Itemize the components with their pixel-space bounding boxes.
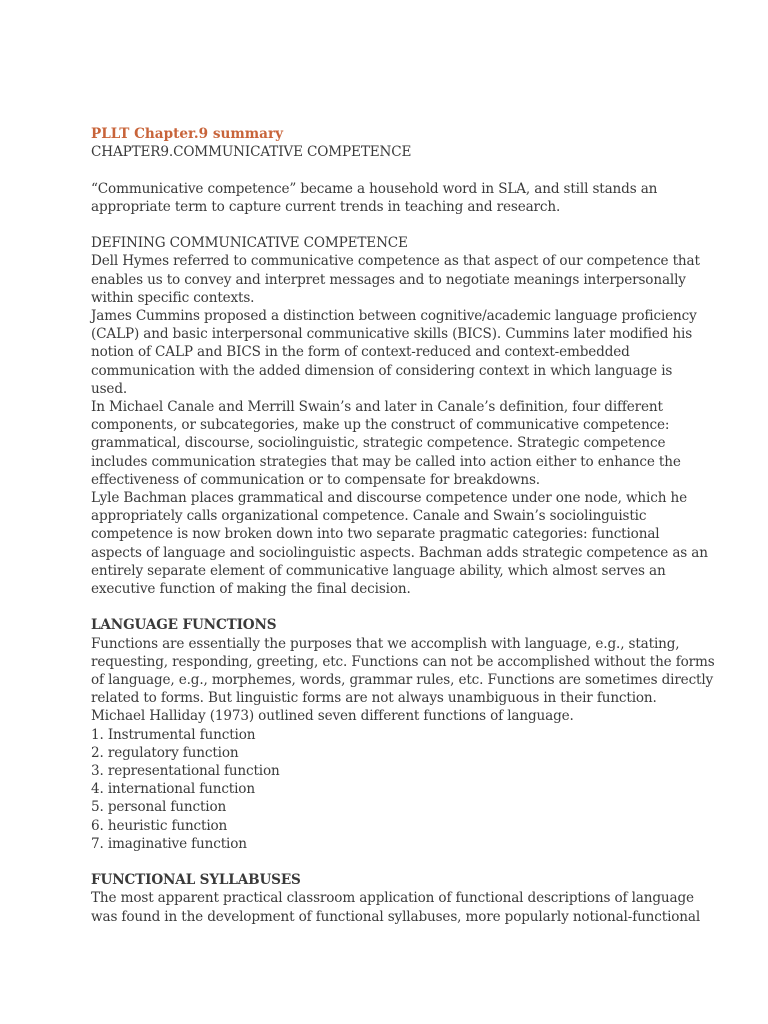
section-language-functions [91, 616, 715, 853]
document-title: PLLT Chapter.9 summary [91, 126, 284, 142]
text-line: was found in the development of functional syllabuses, more popularly notional-functional [91, 908, 701, 925]
list-item: 3. representational function [91, 763, 280, 780]
text-line: components, or subcategories, make up the construct of communicative competence: [91, 417, 670, 434]
list-item: 7. imaginative function [91, 835, 247, 852]
text-line: includes communication strategies that may be called into action either to enhance the [91, 453, 681, 470]
list-item: 2. regulatory function [91, 744, 239, 761]
text-line: Michael Halliday (1973) outlined seven different functions of language. [91, 708, 574, 725]
list-item: 1. Instrumental function [91, 726, 256, 743]
text-line: requesting, responding, greeting, etc. Functions can not be accomplished without the forms [91, 653, 715, 670]
text-line: (CALP) and basic interpersonal communicative skills (BICS). Cummins later modified his [91, 326, 693, 343]
text-line: James Cummins proposed a distinction between cognitive/academic language proficiency [91, 308, 697, 324]
text-line: In Michael Canale and Merrill Swain’s and later in Canale’s definition, four different [91, 399, 663, 416]
text-line: within specific contexts. [91, 289, 255, 306]
list-item: 5. personal function [91, 799, 227, 816]
text-line: The most apparent practical classroom application of functional descriptions of language [91, 890, 694, 907]
text-line: Lyle Bachman places grammatical and discourse competence under one node, which he [91, 490, 687, 507]
text-line: Functions are essentially the purposes that we accomplish with language, e.g., stating, [91, 635, 680, 652]
intro-paragraph [91, 180, 688, 216]
text-line: enables us to convey and interpret messages and to negotiate meanings interpersonally [91, 271, 686, 288]
text-line: notion of CALP and BICS in the form of context-reduced and context-embedded [91, 344, 630, 361]
text-line: appropriate term to capture current trends in teaching and research. [91, 198, 561, 215]
text-line: of language, e.g., morphemes, words, grammar rules, etc. Functions are sometimes directly [91, 672, 714, 689]
text-line: communication with the added dimension of considering context in which language is [91, 362, 673, 379]
text-line: competence is now broken down into two separate pragmatic categories: functional [91, 526, 660, 543]
text-line: effectiveness of communication or to compensate for breakdowns. [91, 471, 540, 488]
text-line: “Communicative competence” became a household word in SLA, and still stands an [91, 180, 658, 197]
section-functional-syllabuses [91, 871, 701, 926]
text-line: executive function of making the final decision. [91, 581, 411, 598]
chapter-heading: CHAPTER9.COMMUNICATIVE COMPETENCE [91, 144, 412, 161]
section-heading: DEFINING COMMUNICATIVE COMPETENCE [91, 235, 408, 252]
list-item: 4. international function [91, 781, 255, 798]
paragraph-gap [91, 216, 688, 234]
text-line: grammatical, discourse, sociolinguistic, strategic competence. Strategic competence [91, 435, 666, 452]
paragraph-gap [91, 598, 688, 616]
list-item: 6. heuristic function [91, 817, 228, 834]
section-heading: LANGUAGE FUNCTIONS [91, 617, 277, 634]
paragraph-gap [91, 161, 688, 179]
text-line: related to forms. But linguistic forms are not always unambiguous in their function. [91, 690, 657, 707]
text-line: Dell Hymes referred to communicative competence as that aspect of our competence that [91, 253, 700, 270]
text-line: aspects of language and sociolinguistic aspects. Bachman adds strategic competence as an [91, 544, 708, 561]
text-line: appropriately calls organizational competence. Canale and Swain’s sociolinguistic [91, 508, 647, 525]
section-defining-communicative-competence [91, 234, 708, 598]
section-heading: FUNCTIONAL SYLLABUSES [91, 872, 301, 889]
text-line: used. [91, 380, 128, 397]
text-line: entirely separate element of communicative language ability, which almost serves an [91, 562, 666, 579]
paragraph-gap [91, 853, 688, 871]
